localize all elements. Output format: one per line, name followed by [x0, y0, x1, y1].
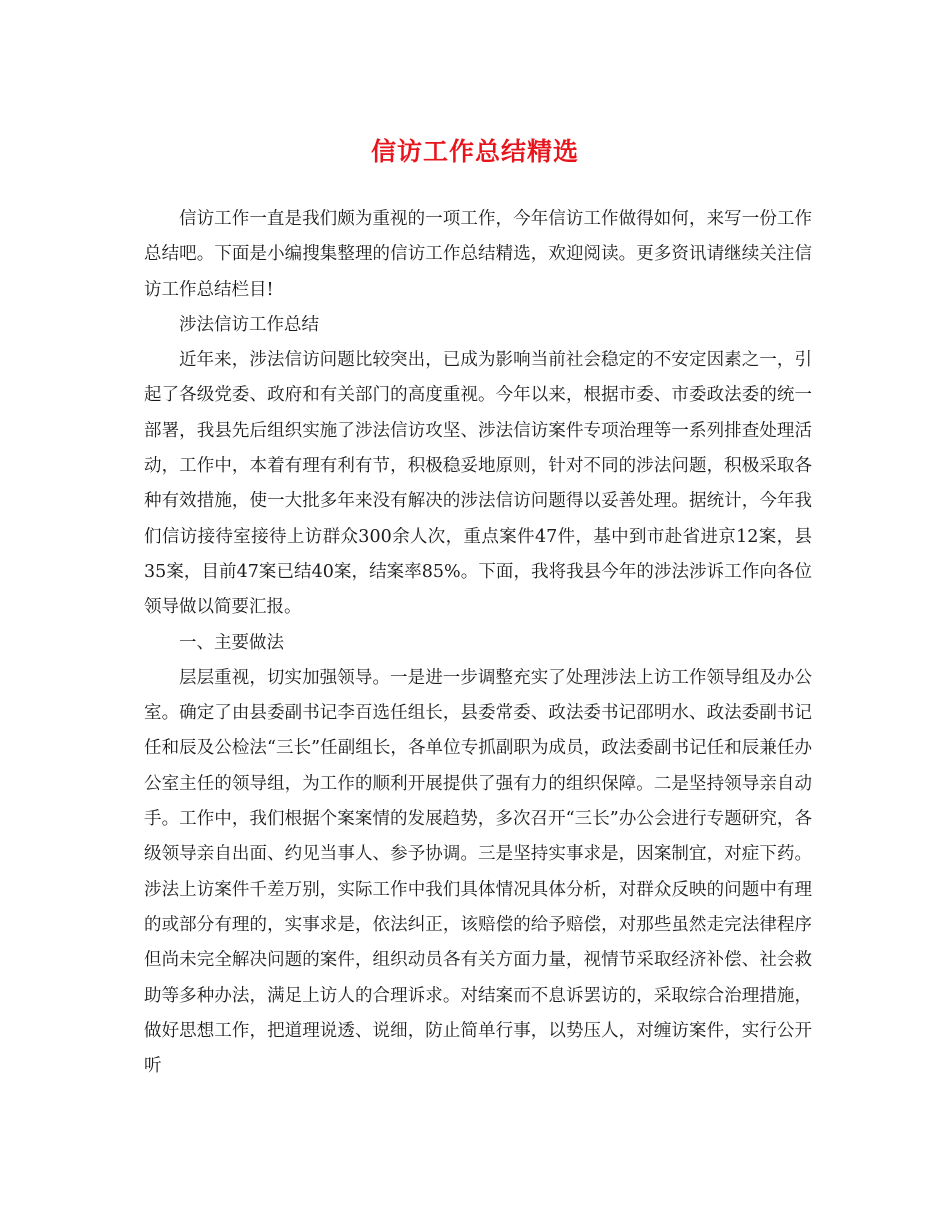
section-heading: 涉法信访工作总结	[179, 314, 319, 335]
overview-paragraph: 近年来，涉法信访问题比较突出，已成为影响当前社会稳定的不安定因素之一，引起了各级党委、政府和有关部门的高度重视。今年以来，根据市委、市委政法委的统一部署，我县先后组织实施了涉法信访攻坚、涉法信访案件专项治理等一系列排查处理活动，工作中，本着有理有利有节，积极稳妥地原则，针对不同的涉法问题，积极采取各种有效措施，使一大批多年来没有解决的涉法信访问题得以妥善处理。据统计，今年我们信访接待室接待上访群众300余人次，重点案件47件，基中到市赴省进京12案，县35案，目前47案已结40案，结案率85%。下面，我将我县今年的涉法涉诉工作向各位领导做以简要汇报。	[144, 350, 812, 618]
document-body	[144, 202, 812, 1084]
document-title: 信访工作总结精选	[370, 137, 579, 166]
intro-paragraph: 信访工作一直是我们颇为重视的一项工作，今年信访工作做得如何，来写一份工作总结吧。下面是小编搜集整理的信访工作总结精选，欢迎阅读。更多资讯请继续关注信访工作总结栏目!	[144, 209, 812, 300]
subsection-heading: 一、主要做法	[179, 632, 284, 653]
measures-paragraph: 层层重视，切实加强领导。一是进一步调整充实了处理涉法上访工作领导组及办公室。确定了由县委副书记李百选任组长，县委常委、政法委书记邵明水、政法委副书记任和辰及公检法“三长”任副组长，各单位专抓副职为成员，政法委副书记任和辰兼任办公室主任的领导组，为工作的顺利开展提供了强有力的组织保障。二是坚持领导亲自动手。工作中，我们根据个案案情的发展趋势，多次召开“三长”办公会进行专题研究，各级领导亲自出面、约见当事人、参予协调。三是坚持实事求是，因案制宜，对症下药。涉法上访案件千差万别，实际工作中我们具体情况具体分析，对群众反映的问题中有理的或部分有理的，实事求是，依法纠正，该赔偿的给予赔偿，对那些虽然走完法律程序但尚未完全解决问题的案件，组织动员各有关方面力量，视情节采取经济补偿、社会救助等多种办法，满足上访人的合理诉求。对结案而不息诉罢访的，采取综合治理措施，做好思想工作，把道理说透、说细，防止简单行事，以势压人，对缠访案件，实行公开听	[144, 667, 812, 1077]
